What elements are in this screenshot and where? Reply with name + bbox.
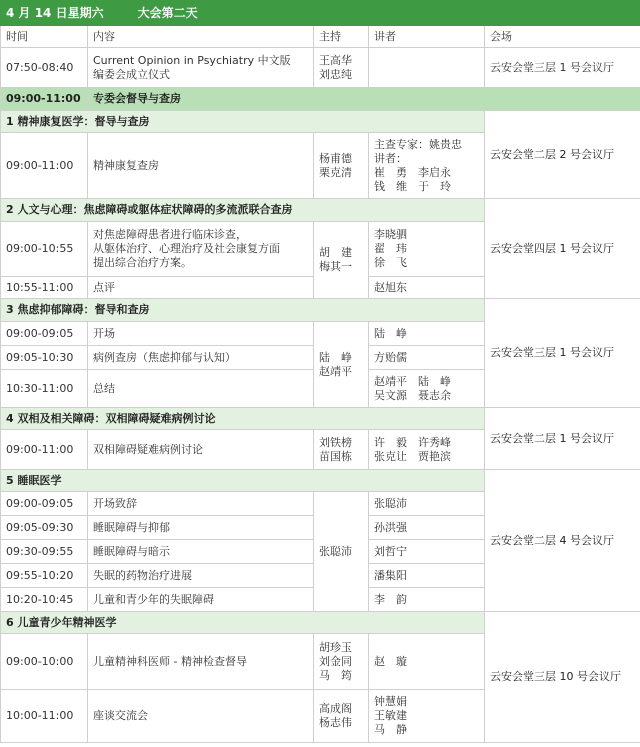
s6-r1-host: 胡珍玉 刘金同 马 筠 (314, 634, 369, 690)
s6-r1-time: 09:00-10:00 (1, 634, 88, 690)
s5-speaker: 张聪沛 (369, 492, 485, 516)
s5-speaker: 孙洪强 (369, 516, 485, 540)
col-time: 时间 (1, 26, 88, 48)
s5-time: 09:00-09:05 (1, 492, 88, 516)
opening-speaker (369, 48, 485, 88)
s3-r1-content: 开场 (88, 322, 314, 346)
title-date: 4 月 14 日星期六 (6, 6, 104, 20)
s1-time: 09:00-11:00 (1, 133, 88, 199)
s5-content: 开场致辞 (88, 492, 314, 516)
s5-time: 09:30-09:55 (1, 540, 88, 564)
s5-content: 失眠的药物治疗进展 (88, 564, 314, 588)
s2-r2-time: 10:55-11:00 (1, 277, 88, 299)
s3-r3-content: 总结 (88, 370, 314, 408)
s3-r2-speaker: 方贻儒 (369, 346, 485, 370)
s5-speaker: 潘集阳 (369, 564, 485, 588)
s5-time: 09:55-10:20 (1, 564, 88, 588)
block-time: 09:00-11:00 (1, 88, 88, 111)
s2-r2-speaker: 赵旭东 (369, 277, 485, 299)
s5-content: 睡眠障碍与抑郁 (88, 516, 314, 540)
s3-r1-speaker: 陆 峥 (369, 322, 485, 346)
section-3-venue: 云安会堂三层 1 号会议厅 (485, 299, 640, 408)
s5-time: 10:20-10:45 (1, 588, 88, 612)
section-1-heading: 1 精神康复医学：督导与查房 (1, 111, 485, 133)
section-1-heading-row (1, 111, 640, 133)
s6-r2-time: 10:00-11:00 (1, 690, 88, 743)
s3-r3-time: 10:30-11:00 (1, 370, 88, 408)
opening-content: Current Opinion in Psychiatry 中文版 编委会成立仪式 (88, 48, 314, 88)
col-content: 内容 (88, 26, 314, 48)
s6-r1-content: 儿童精神科医师 - 精神检查督导 (88, 634, 314, 690)
section-2-venue: 云安会堂四层 1 号会议厅 (485, 199, 640, 299)
s6-r2-content: 座谈交流会 (88, 690, 314, 743)
section-2-heading-row (1, 199, 640, 222)
s6-r2-speakers: 钟慧娟 王敏建 马 静 (369, 690, 485, 743)
section-4-heading: 4 双相及相关障碍：双相障碍疑难病例讨论 (1, 408, 485, 430)
section-4-venue: 云安会堂二层 1 号会议厅 (485, 408, 640, 470)
s5-host: 张聪沛 (314, 492, 369, 612)
s4-time: 09:00-11:00 (1, 430, 88, 470)
block-row (1, 88, 640, 111)
col-venue: 会场 (485, 26, 640, 48)
s4-speakers: 许 毅 许秀峰 张克让 贾艳滨 (369, 430, 485, 470)
s2-host: 胡 建 梅其一 (314, 222, 369, 299)
s4-host: 刘铁榜 苗国栋 (314, 430, 369, 470)
opening-venue: 云安会堂三层 1 号会议厅 (485, 48, 640, 88)
title-bar (1, 1, 640, 26)
col-host: 主持 (314, 26, 369, 48)
section-3-heading: 3 焦虑抑郁障碍：督导和查房 (1, 299, 485, 322)
section-5-heading-row (1, 470, 640, 492)
s2-r1-content: 对焦虑障碍患者进行临床诊查， 从躯体治疗、心理治疗及社会康复方面 提出综合治疗方案。 (88, 222, 314, 277)
s4-content: 双相障碍疑难病例讨论 (88, 430, 314, 470)
block-label: 专委会督导与查房 (88, 88, 640, 111)
column-header-row (1, 26, 640, 48)
s3-r1-time: 09:00-09:05 (1, 322, 88, 346)
s6-r1-speaker: 赵 璇 (369, 634, 485, 690)
s1-speakers: 主查专家：姚贵忠 讲者： 崔 勇 李启永 钱 维 于 玲 (369, 133, 485, 199)
opening-row (1, 48, 640, 88)
s3-host: 陆 峥 赵靖平 (314, 322, 369, 408)
s2-r2-content: 点评 (88, 277, 314, 299)
section-6-venue: 云安会堂三层 10 号会议厅 (485, 612, 640, 743)
opening-time: 07:50-08:40 (1, 48, 88, 88)
s2-r1-time: 09:00-10:55 (1, 222, 88, 277)
s3-r2-time: 09:05-10:30 (1, 346, 88, 370)
section-5-heading: 5 睡眠医学 (1, 470, 485, 492)
title-day: 大会第二天 (137, 6, 198, 20)
section-6-heading: 6 儿童青少年精神医学 (1, 612, 485, 634)
s1-host: 杨甫德 栗克清 (314, 133, 369, 199)
opening-host: 王高华 刘忠纯 (314, 48, 369, 88)
section-5-venue: 云安会堂二层 4 号会议厅 (485, 470, 640, 612)
s5-speaker: 李 韵 (369, 588, 485, 612)
s1-content: 精神康复查房 (88, 133, 314, 199)
section-2-heading: 2 人文与心理：焦虑障碍或躯体症状障碍的多流派联合查房 (1, 199, 485, 222)
s3-r3-speakers: 赵靖平 陆 峥 吴文源 聂志余 (369, 370, 485, 408)
section-3-heading-row (1, 299, 640, 322)
section-6-heading-row (1, 612, 640, 634)
section-1-venue: 云安会堂二层 2 号会议厅 (485, 111, 640, 199)
section-4-heading-row (1, 408, 640, 430)
col-speaker: 讲者 (369, 26, 485, 48)
s5-content: 睡眠障碍与暗示 (88, 540, 314, 564)
s5-content: 儿童和青少年的失眠障碍 (88, 588, 314, 612)
s2-r1-speakers: 李晓驷 翟 玮 徐 飞 (369, 222, 485, 277)
s6-r2-host: 高成阁 杨志伟 (314, 690, 369, 743)
s5-speaker: 刘哲宁 (369, 540, 485, 564)
s3-r2-content: 病例查房（焦虑抑郁与认知） (88, 346, 314, 370)
s5-time: 09:05-09:30 (1, 516, 88, 540)
